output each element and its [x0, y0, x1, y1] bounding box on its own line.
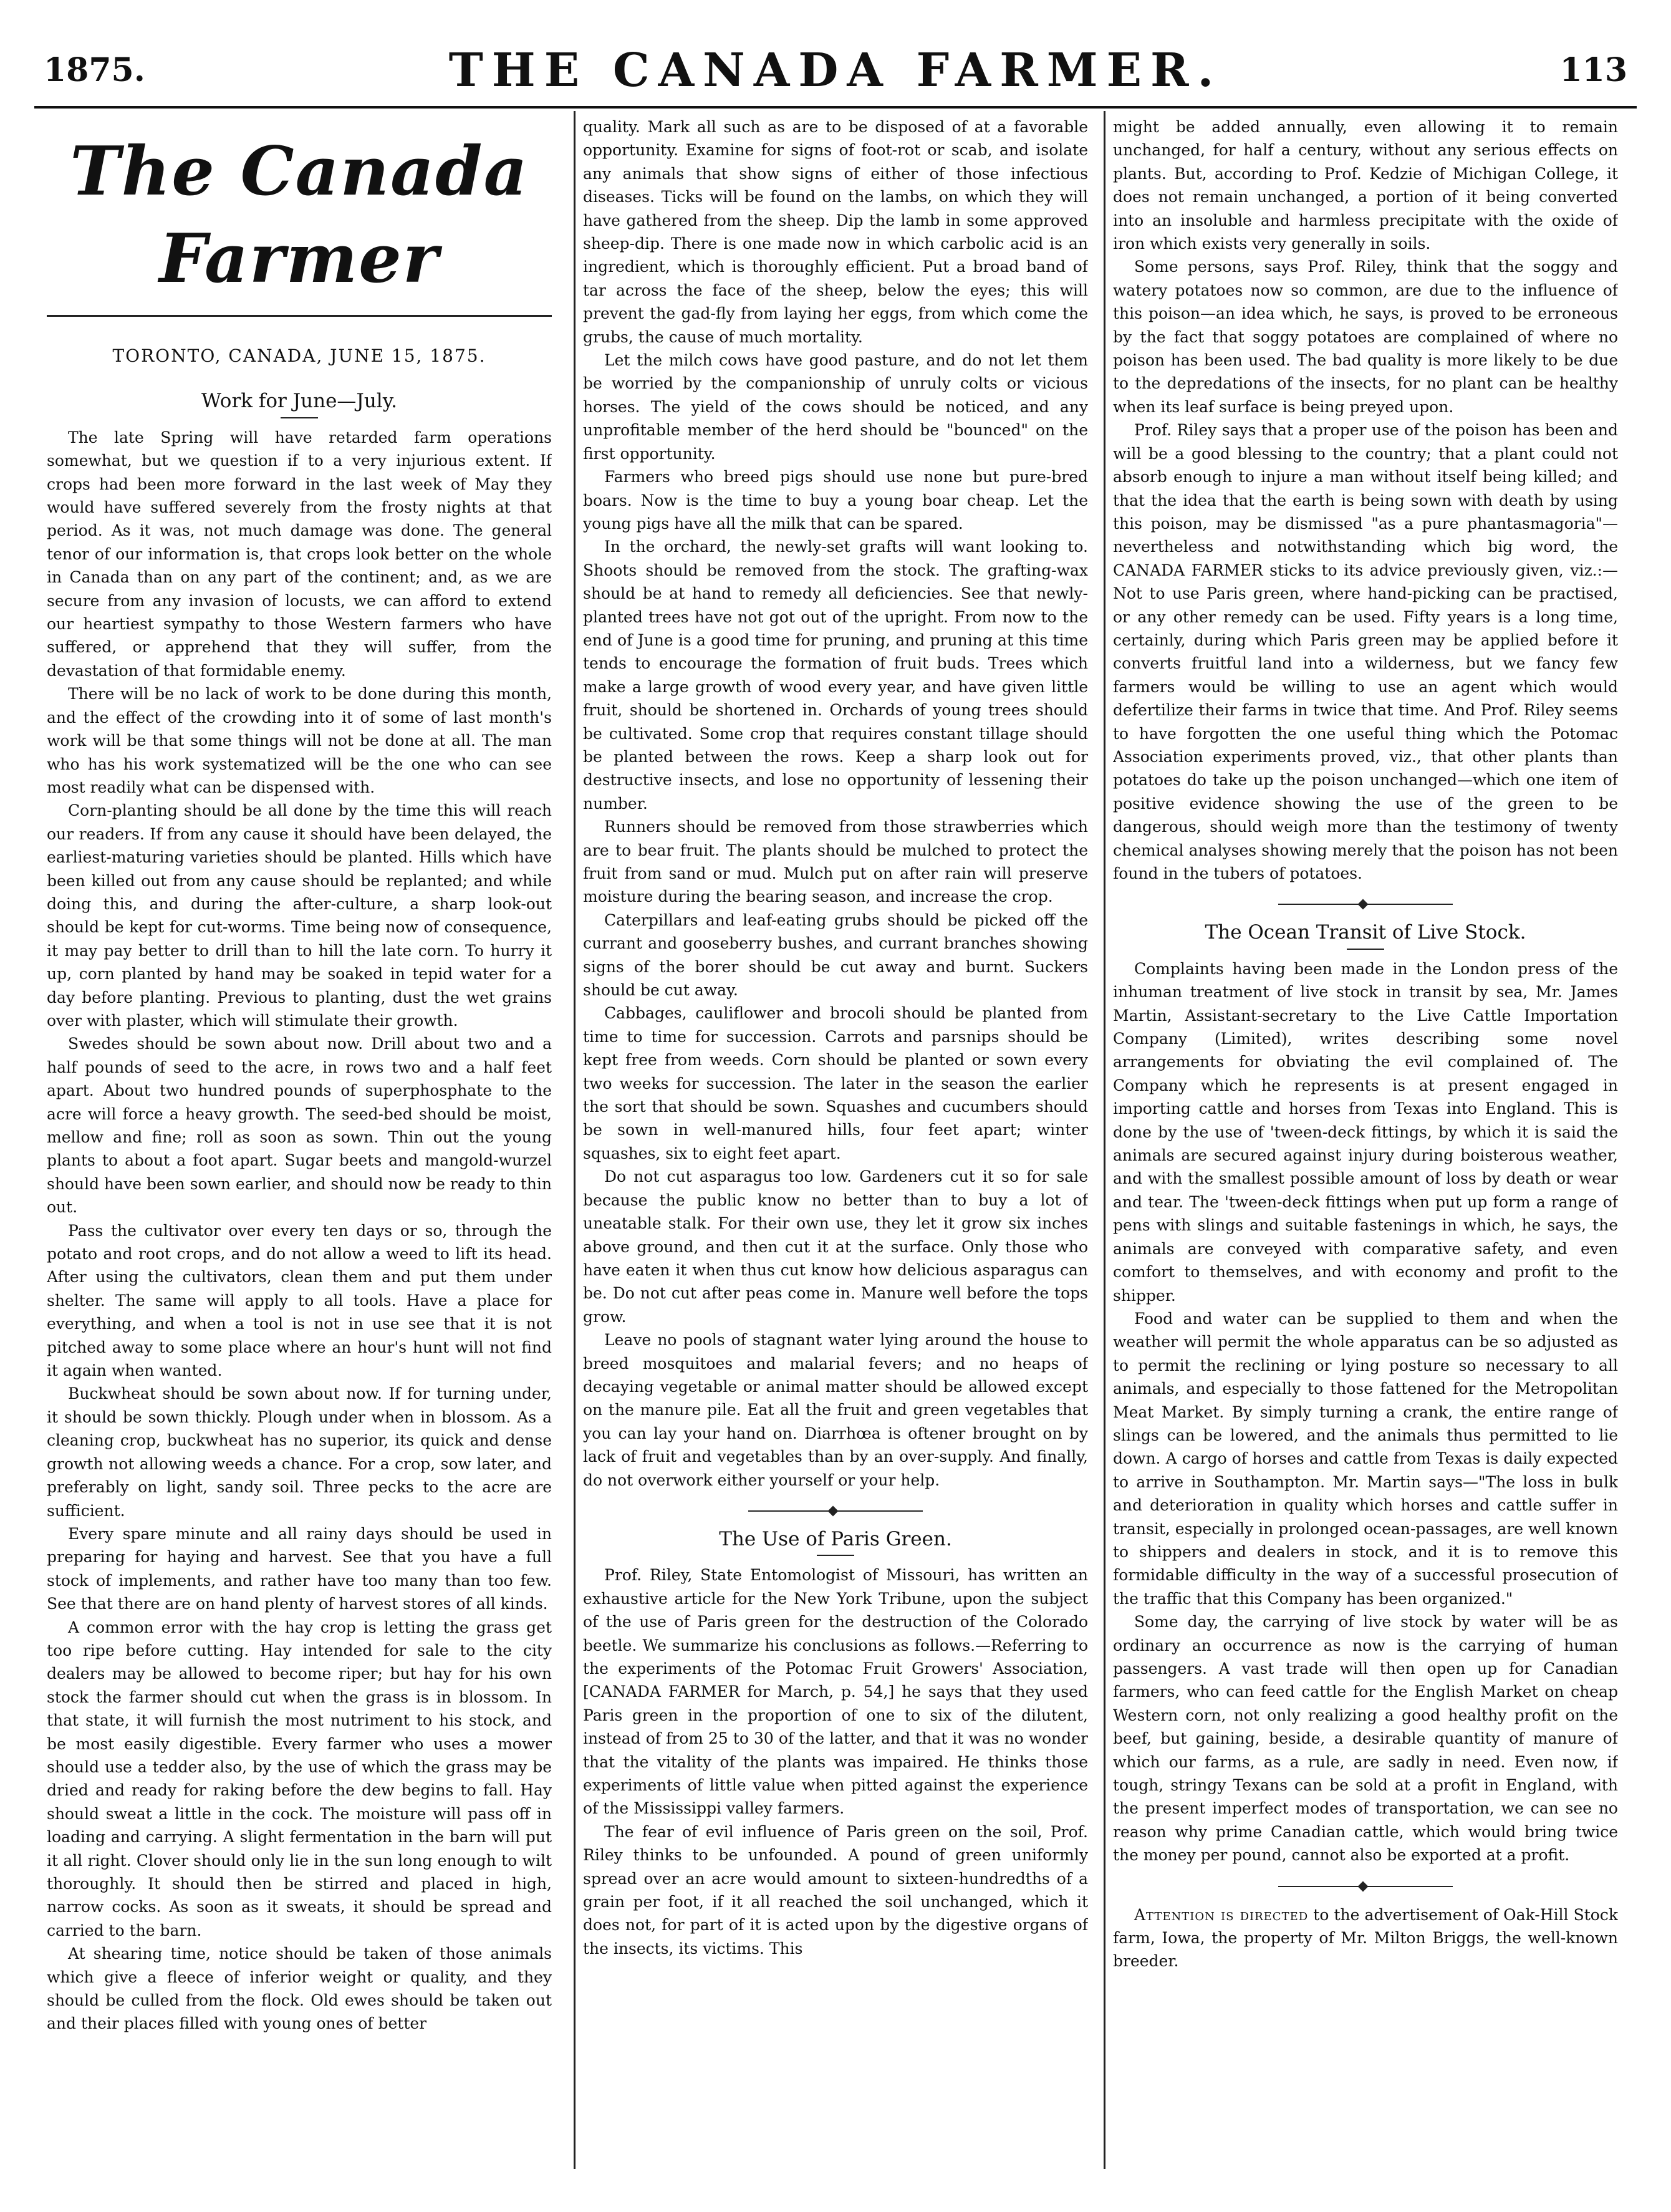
- page-number: 113: [1559, 51, 1627, 89]
- paragraph: Swedes should be sown about now. Drill about two and a half pounds of seed to the acre, in rows two and a half feet apart. About two hundred pounds of superphosphate to the acre will force a heavy growth. The seed-bed should be moist, mellow and fine; roll as soon as sown. Thin out the young plants to about a foot apart. Sugar beets and mangold-wurzel should have been sown earlier, and should now be ready to thin out.: [47, 1035, 552, 1217]
- paragraph: Let the milch cows have good pasture, and do not let them be worried by the companionship of unruly colts or vicious horses. The yield of the cows should be noticed, and any unprofitable member of the herd should be "bounced" on the first opportunity.: [583, 351, 1088, 463]
- paragraph: In the orchard, the newly-set grafts will want looking to. Shoots should be removed from the stock. The grafting-wax should be at hand to remedy all deficiencies. See that newly-planted trees have not got out of the upright. From now to the end of June is a good time for pruning, and pruning at this time tends to encourage the formation of fruit buds. Trees which make a large growth of wood every year, and have given little fruit, should be shortened in. Orchards of young trees should be cultivated. Some crop that requires constant tillage should be planted between the rows. Keep a sharp look out for destructive insects, and lose no opportunity of lessening their number.: [583, 538, 1088, 813]
- paragraph: Prof. Riley, State Entomologist of Missouri, has written an exhaustive article for the New York Tribune, upon the subject of the use of Paris green for the destruction of the Colorado beetle. We summarize his conclusions as follows.—Referring to the experiments of the Potomac Fruit Growers' Association, [CANADA FARMER for March, p. 54,] he says that they used Paris green in the proportion of one to six of the dilutent, instead of from 25 to 30 of the latter, and that it was no wonder that the vitality of the plants was impaired. He thinks those experiments of little value when pitted against the experience of the Mississippi valley farmers.: [583, 1566, 1088, 1818]
- paragraph: Complaints having been made in the London press of the inhuman treatment of live stock in transit by sea, Mr. James Martin, Assistant-secretary to the Live Cattle Importation Company (Limited), writes describing some novel arrangements for obviating the evil complained of. The Company which he represents is at present engaged in importing cattle and horses from Texas into England. This is done by the use of 'tween-deck fittings, by which it is said the animals are secured against injury during boisterous weather, and with the smallest possible amount of loss by death or wear and tear. The 'tween-deck fittings when put up form a range of pens with slings and suitable fastenings in which, he says, the animals are conveyed with comparative safety, and even comfort to themselves, and with economy and profit to the shipper.: [1113, 959, 1618, 1305]
- paragraph: A common error with the hay crop is letting the grass get too ripe before cutting. Hay intended for sale to the city dealers may be allowed to become riper; but hay for his own stock the farmer should cut when the grass is in blossom. In that state, it will furnish the most nutriment to his stock, and be most easily digestible. Every farmer who uses a mower should use a tedder also, by the use of which the grass may be dried and ready for raking before the dew begins to fall. Hay should sweat a little in the cock. The moisture will pass off in loading and carrying. A slight fermentation in the barn will put it all right. Clover should only lie in the sun long enough to wilt thoroughly. It should then be stirred and placed in high, narrow cocks. As soon as it sweats, it should be spread and carried to the barn.: [47, 1618, 552, 1939]
- header-rule: [34, 106, 1637, 109]
- title-rule: [281, 417, 318, 418]
- notice-paragraph: [1113, 1903, 1618, 1973]
- column-3: [1113, 115, 1618, 2173]
- paragraph: Pass the cultivator over every ten days or so, through the potato and root crops, and do not allow a weed to lift its head. After using the cultivators, clean them and put them under shelter. The same will apply to all tools. Have a place for everything, and when a tool is not in use see that it is not pitched away to some place where an hour's hunt will not find it again when wanted.: [47, 1221, 552, 1380]
- paragraph: quality. Mark all such as are to be disposed of at a favorable opportunity. Examine for signs of foot-rot or scab, and isolate any animals that show signs of either of those infectious diseases. Ticks will be found on the lambs, on which they will have gathered from the sheep. Dip the lamb in some approved sheep-dip. There is one made now in which carbolic acid is an ingredient, which is thoroughly efficient. Put a broad band of tar across the face of the sheep, below the eyes; this will prevent the gad-fly from laying her eggs, from which come the grubs, the cause of much mortality.: [583, 118, 1088, 346]
- column-rule: [574, 111, 575, 2169]
- paragraph: Prof. Riley says that a proper use of the poison has been and will be a good blessing to the country; that a plant could not absorb enough to injure a man without itself being killed; and that the idea that the earth is being sown with death by using this poison, may be dismissed "as a pure phantasmagoria"—nevertheless and notwithstanding which big word, the CANADA FARMER sticks to its advice previously given, viz.:—Not to use Paris green, where hand-picking can be practised, or any other remedy can be used. Fifty years is a long time, certainly, during which Paris green may be applied before it converts fruitful land into a wilderness, but we fancy few farmers would be willing to use an agent which would defertilize their farms in twice that time. And Prof. Riley seems to have forgotten the one useful thing which the Potomac Association experiments proved, viz., that other plants than potatoes do take up the poison unchanged—which one item of positive evidence showing the use of the green to be dangerous, should weigh more than the testimony of twenty chemical analyses showing merely that the poison has not been found in the tubers of potatoes.: [1113, 421, 1618, 882]
- paragraph: Every spare minute and all rainy days should be used in preparing for haying and harvest. See that you have a full stock of implements, and rather have too many than too few. See that there are on hand plenty of harvest stores of all kinds.: [47, 1524, 552, 1613]
- paragraph: Food and water can be supplied to them and when the weather will permit the whole apparatus can be so adjusted as to permit the reclining or lying posture so necessary to all animals, and especially to those fattened for the Metropolitan Meat Market. By simply turning a crank, the entire range of slings can be lowered, and the animals thus permitted to lie down. A cargo of horses and cattle from Texas is daily expected to arrive in Southampton. Mr. Martin says—"The loss in bulk and deterioration in quality which horses and cattle suffer in transit, especially in prolonged ocean-passages, are well known to shippers and dealers in stock, and it is to remove this formidable difficulty in the way of a successful prosecution of the traffic that this Company has been organized.": [1113, 1309, 1618, 1608]
- running-head: [37, 44, 1634, 106]
- separator-ornament: [1358, 1881, 1369, 1891]
- separator-ornament: [828, 1505, 839, 1516]
- paragraph: might be added annually, even allowing it to remain unchanged, for half a century, without any serious effects on plants. But, according to Prof. Kedzie of Michigan College, it does not remain unchanged, a portion of it being converted into an insoluble and harmless precipitate with the oxide of iron which exists very generally in soils.: [1113, 118, 1618, 253]
- paragraph: At shearing time, notice should be taken of those animals which give a fleece of inferior weight or quality, and they should be culled from the flock. Old ewes should be taken out and their places filled with young ones of better: [47, 1944, 552, 2033]
- masthead-rule: [47, 315, 552, 317]
- paper-name: THE CANADA FARMER.: [448, 44, 1223, 97]
- section-separator: [1278, 904, 1453, 905]
- title-rule: [1347, 949, 1384, 950]
- paragraph: Leave no pools of stagnant water lying around the house to breed mosquitoes and malarial fevers; and no heaps of decaying vegetable or animal matter should be allowed except on the manure pile. Eat all the fruit and green vegetables that you can lay your hand on. Diarrhœa is oftener brought on by lack of fruit and vegetables than by an over-supply. And finally, do not overwork either yourself or your help.: [583, 1331, 1088, 1489]
- paragraph: There will be no lack of work to be done during this month, and the effect of the crowding into it of some of last month's work will be that some things will not be done at all. The man who has his work systematized will be the one who can see most readily what can be dispensed with.: [47, 685, 552, 796]
- notice-lead: Attention is directed: [1134, 1905, 1309, 1924]
- paragraph: Farmers who breed pigs should use none but pure-bred boars. Now is the time to buy a young boar cheap. Let the young pigs have all the milk that can be spared.: [583, 468, 1088, 533]
- column-2: [583, 115, 1088, 2173]
- paragraph: Some persons, says Prof. Riley, think that the soggy and watery potatoes now so common, are due to the influence of this poison—an idea which, he says, is proved to be erroneous by the fact that soggy potatoes are complained of where no poison has been used. The bad quality is more likely to be due to the depredations of the insects, for no plant can be healthy when its leaf surface is being preyed upon.: [1113, 258, 1618, 416]
- paragraph: Caterpillars and leaf-eating grubs should be picked off the currant and gooseberry bushes, and currant branches showing signs of the borer should be cut away and burnt. Suckers should be cut away.: [583, 910, 1088, 1000]
- dateline: TORONTO, CANADA, JUNE 15, 1875.: [112, 345, 486, 366]
- masthead-title: The Canada Farmer: [70, 132, 529, 298]
- article-title-work: Work for June—July.: [201, 390, 397, 413]
- paragraph: Cabbages, cauliflower and brocoli should be planted from time to time for succession. Carrots and parsnips should be kept free from weeds. Corn should be planted or sown every two weeks for succession. The later in the season the earlier the sort that should be sown. Squashes and cucumbers should be sown in well-manured hills, four feet apart; winter squashes, six to eight feet apart.: [583, 1004, 1088, 1162]
- section-separator: [1278, 1886, 1453, 1887]
- article-title-ocean-transit: The Ocean Transit of Live Stock.: [1205, 921, 1526, 944]
- column-1: [47, 115, 552, 2173]
- article-title-paris-green: The Use of Paris Green.: [719, 1527, 952, 1550]
- title-rule: [817, 1555, 854, 1556]
- issue-year: 1875.: [44, 51, 145, 89]
- paragraph: The late Spring will have retarded farm operations somewhat, but we question if to a very injurious extent. If crops had been more forward in the last week of May they would have suffered severely from the frosty nights at that period. As it was, not much damage was done. The general tenor of our information is, that crops look better on the whole in Canada than on any part of the continent; and, as we are secure from any invasion of locusts, we can afford to extend our heartiest sympathy to those Western farmers who have suffered, or apprehend that they will suffer, from the devastation of that formidable enemy.: [47, 428, 552, 680]
- paragraph: Buckwheat should be sown about now. If for turning under, it should be sown thickly. Plough under when in blossom. As a cleaning crop, buckwheat has no superior, its quick and dense growth not allowing weeds a chance. For a crop, sow later, and preferably on light, sandy soil. Three pecks to the acre are sufficient.: [47, 1384, 552, 1520]
- section-separator: [748, 1510, 923, 1512]
- paragraph: Do not cut asparagus too low. Gardeners cut it so for sale because the public know no better than to buy a lot of uneatable stalk. For their own use, they let it grow six inches above ground, and then cut it at the surface. Only those who have eaten it when thus cut know how delicious asparagus can be. Do not cut after peas come in. Manure well before the tops grow.: [583, 1167, 1088, 1326]
- separator-ornament: [1358, 899, 1369, 910]
- paragraph: The fear of evil influence of Paris green on the soil, Prof. Riley thinks to be unfounded. A pound of green uniformly spread over an acre would amount to sixteen-hundredths of a grain per foot, if it all reached the soil unchanged, which it does not, for part of it is acted upon by the digestive organs of the insects, its victims. This: [583, 1822, 1088, 1958]
- paragraph: Corn-planting should be all done by the time this will reach our readers. If from any cause it should have been delayed, the earliest-maturing varieties should be planted. Hills which have been killed out from any cause should be replanted; and while doing this, and during the after-culture, a sharp look-out should be kept for cut-worms. Time being now of consequence, it may pay better to drill than to hill the late corn. To hurry it up, corn planted by hand may be soaked in tepid water for a day before planting. Previous to planting, dust the wet grains over with plaster, which will stimulate their growth.: [47, 801, 552, 1030]
- paragraph: Some day, the carrying of live stock by water will be as ordinary an occurrence as now is the carrying of human passengers. A vast trade will then open up for Canadian farmers, who can feed cattle for the English Market on cheap Western corn, not only realizing a good healthy profit on the beef, but gaining, beside, a desirable quantity of manure of which our farms, as a rule, are sadly in need. Even now, if tough, stringy Texans can be sold at a profit in England, with the present imperfect modes of transportation, we can see no reason why prime Canadian cattle, which would bring twice the money per pound, cannot also be exported at a profit.: [1113, 1613, 1618, 1865]
- notice-text: to the advertisement of Oak-Hill Stock farm, Iowa, the property of Mr. Milton Briggs, the well-known breeder.: [1113, 1905, 1618, 1971]
- paragraph: Runners should be removed from those strawberries which are to bear fruit. The plants should be mulched to protect the fruit from sand or mud. Mulch put on after rain will preserve moisture during the bearing season, and increase the crop.: [583, 818, 1088, 906]
- column-rule: [1104, 111, 1105, 2169]
